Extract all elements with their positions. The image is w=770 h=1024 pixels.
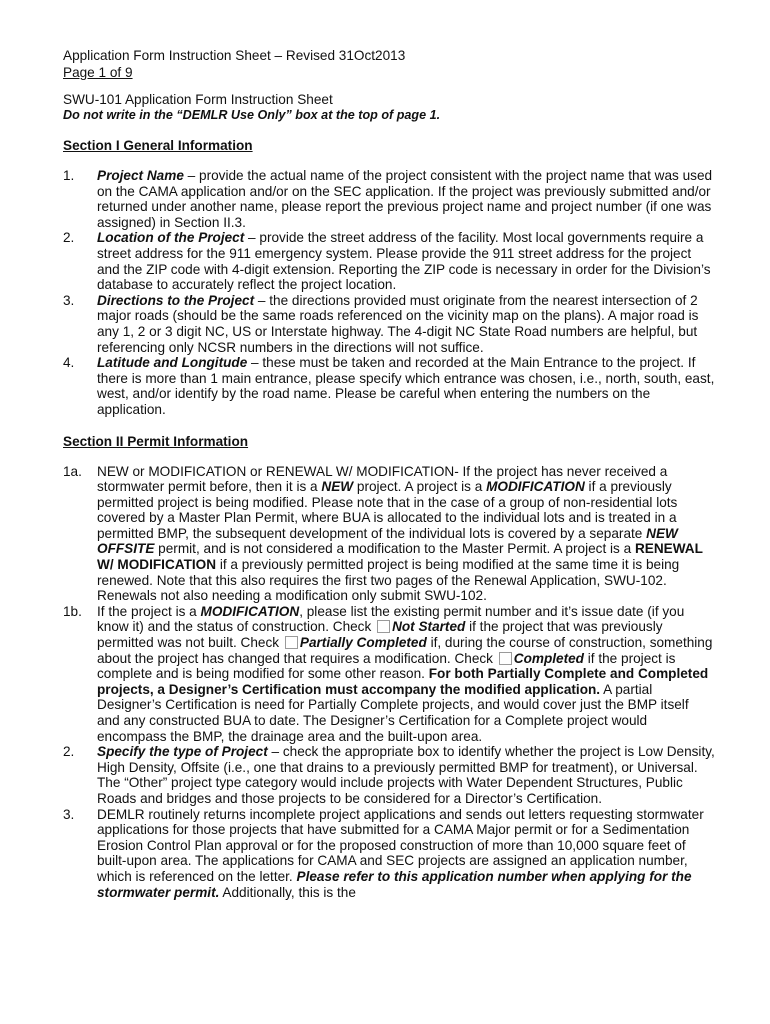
item-term: Location of the Project [97,230,245,246]
list-item [63,293,715,355]
text-run: if the project that was previously permitted was not built. Check [97,619,663,651]
section-2-list [63,464,715,901]
term-modification: MODIFICATION [200,603,300,619]
text-run: DEMLR routinely returns incomplete project applications and sends out letters requesting stormwater applications for those projects that have submitted for a CAMA Major permit or for a Sedimentation Erosion Control Plan approval or for the proposed construction of more than 10,000 square feet of built-upon area. The applications for CAMA and SEC projects are assigned an application number, which is referenced on the letter. [97,806,704,884]
section-1-list [63,168,715,418]
item-term: Latitude and Longitude [97,355,248,371]
document-page [63,47,715,900]
text-run: If the project is a [97,603,201,619]
term-not-started: Not Started [392,619,466,635]
item-text [97,355,715,417]
text-run: if a previously permitted project is being modified at the same time it is being renewed. Note that this also requires the first two pages of the Renewal Application, SWU-102. Renewals not also needing a modification only submit SWU-102. [97,557,680,604]
text-run: , please list the existing permit number and it’s issue date (if you know it) and the status of construction. Check [97,603,685,635]
item-number: 1. [63,168,75,183]
document-title: SWU-101 Application Form Instruction Sheet [63,92,333,107]
item-number: 2. [63,744,75,760]
item-number: 1b. [63,603,82,619]
term-renewal: RENEWAL W/ MODIFICATION [97,541,703,573]
item-term: Specify the type of Project [97,744,268,760]
item-text [97,168,715,230]
not-started-checkbox-icon[interactable] [377,620,390,633]
revision-line: Application Form Instruction Sheet – Revised 31Oct2013 [63,48,406,63]
section-2-heading: Section II Permit Information [63,433,249,449]
text-run: if, during the course of construction, something about the project has changed that requires a modification. Check [97,635,713,666]
list-item-2 [63,744,715,806]
item-number: 3. [63,292,75,308]
partially-completed-checkbox-icon[interactable] [285,636,298,649]
list-item-3 [63,807,715,901]
item-text [97,604,715,744]
text-run: NEW or MODIFICATION or RENEWAL W/ MODIFICATION- If the project has never received a stormwater permit before, then it is a [97,463,668,495]
list-item [63,355,715,417]
list-item-1b [63,604,715,744]
item-number: 3. [63,806,75,822]
text-run: if a previously permitted project is being modified. Please note that in the case of a group of non-residential lots covered by a Master Plan Permit, where BUA is allocated to the individual lots and is treated in a permitted BMP, the subsequent development of the individual lots is covered by a separate [97,479,678,541]
term-completed: Completed [513,650,584,666]
term-partially-completed: Partially Completed [299,635,427,651]
item-body: – these must be taken and recorded at the Main Entrance to the project. If there is more than 1 main entrance, please specify which entrance was chosen, i.e., north, south, east, west, and/or identify by the road name. Please be careful when entering the numbers on the application. [97,355,715,417]
item-body: – provide the street address of the facility. Most local governments require a street address for the 911 emergency system. Please provide the 911 street address for the project and the ZIP code with 4-digit extension. Reporting the ZIP code is necessary in order for the Division’s database to accurately reflect the project location. [97,230,711,293]
list-item [63,230,715,292]
term-new-offsite: NEW OFFSITE [97,525,678,557]
item-body: – provide the actual name of the project consistent with the project name that was used on the CAMA application and/or on the SEC application. If the project was previously submitted and/or returned under another name, please report the previous project name and project number (if one was assigned) in Section II.3. [97,168,713,230]
completed-checkbox-icon[interactable] [499,652,512,665]
application-number-note: Please refer to this application number when applying for the stormwater permit. [97,868,692,900]
item-term: Project Name [97,168,184,183]
demlr-note: Do not write in the “DEMLR Use Only” box at the top of page 1. [63,108,441,122]
item-text [97,230,715,292]
list-item [63,168,715,230]
text-run: if the project is complete and is being modified for some other reason. [97,650,676,682]
text-run: project. A project is a [353,479,487,495]
item-text [97,807,715,901]
list-item-1a [63,464,715,604]
item-body: – check the appropriate box to identify whether the project is Low Density, High Density, Offsite (i.e., one that drains to a previously permitted BMP for treatment), or Universal. The “Other” project type category would include projects with Water Dependent Structures, Public Roads and bridges and those projects to be considered for a Director’s Certification. [97,744,715,806]
designer-cert-requirement: For both Partially Complete and Completed projects, a Designer’s Certification must accompany the modified application. [97,666,709,697]
item-text [97,293,715,355]
page-number: Page 1 of 9 [63,65,133,80]
text-run: A partial Designer’s Certification is need for Partially Complete projects, and would cover just the BMP itself and any constructed BUA to date. The Designer’s Certification for a Complete project would encompass the BMP, the drainage area and the built-upon area. [97,681,689,744]
text-run: Additionally, this is the [219,884,356,900]
text-run: permit, and is not considered a modification to the Master Permit. A project is a [154,541,635,557]
section-1-heading: Section I General Information [63,138,253,153]
item-term: Directions to the Project [97,292,255,308]
item-text [97,744,715,806]
term-new: NEW [321,479,354,495]
item-number: 2. [63,230,75,246]
item-number: 1a. [63,463,82,479]
term-modification: MODIFICATION [486,479,585,495]
item-text [97,464,715,604]
item-number: 4. [63,355,75,371]
item-body: – the directions provided must originate from the nearest intersection of 2 major roads (should be the same roads referenced on the vicinity map on the plans). A major road is any 1, 2 or 3 digit NC, US or Interstate highway. The 4-digit NC State Road numbers are helpful, but referencing only NCSR numbers in the directions will not suffice. [97,292,699,355]
